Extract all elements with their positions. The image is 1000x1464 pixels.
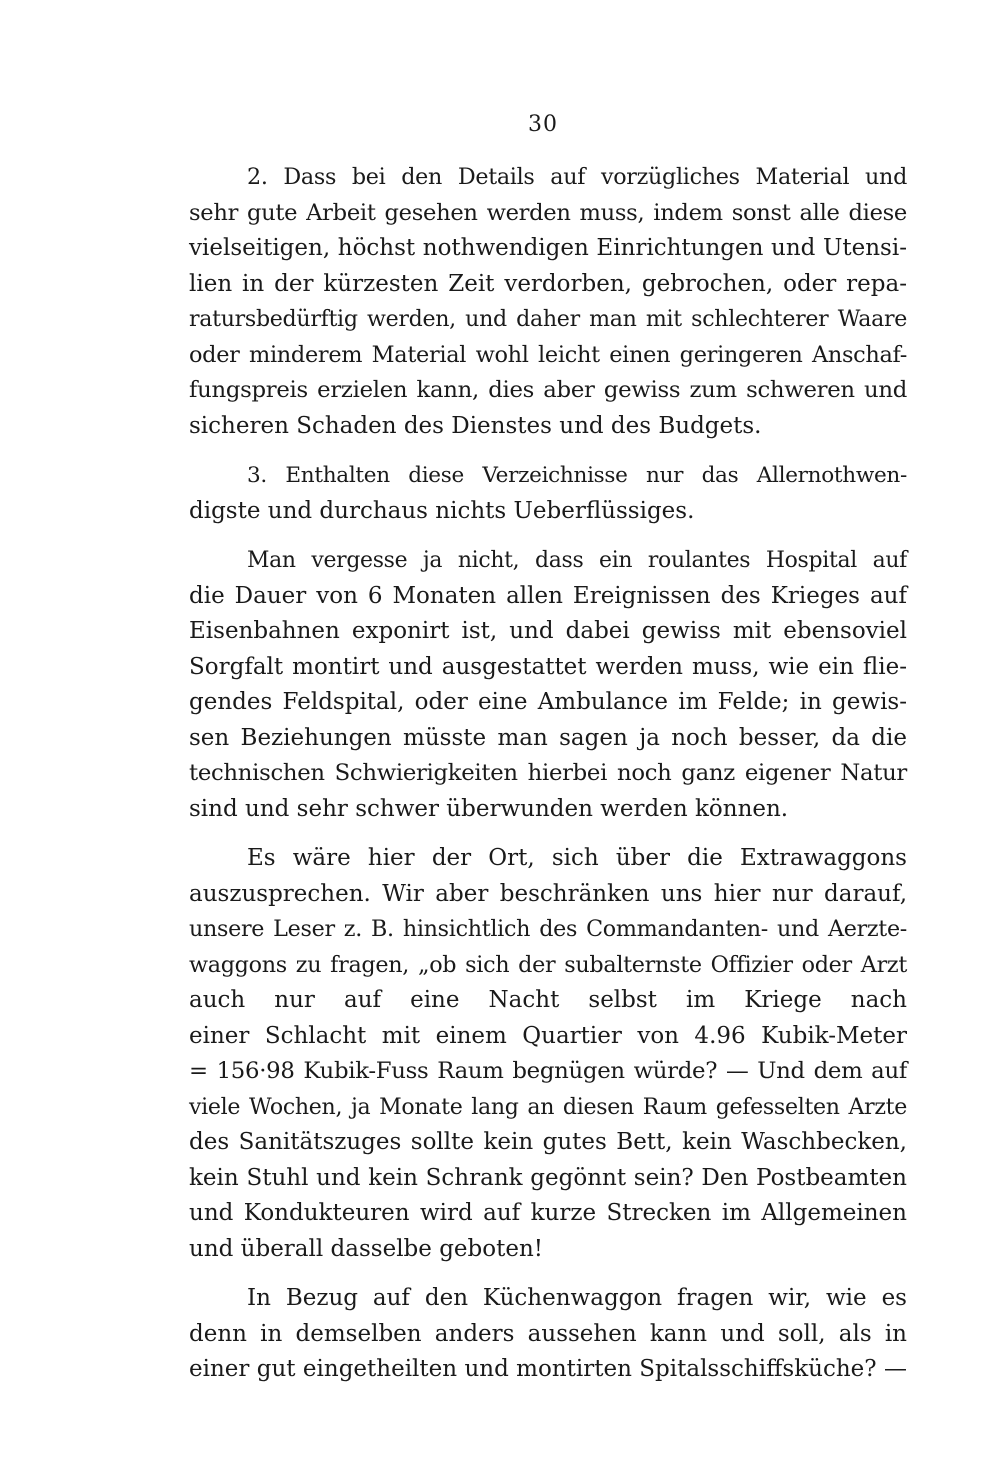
text-line: ratursbedürftig werden, und daher man mit schlechterer Waare [189,306,907,332]
text-line: Es wäre hier der Ort, sich über die Extrawaggons [247,845,907,871]
paragraph-5 [189,1281,907,1388]
text-line: auch nur auf eine Nacht selbst im Kriege nach [189,987,907,1013]
text-line: denn in demselben anders aussehen kann und soll, als in [189,1320,907,1347]
text-line: auszusprechen. Wir aber beschränken uns hier nur darauf, [189,880,907,907]
text-line: des Sanitätszuges sollte kein gutes Bett, kein Waschbecken, [189,1129,907,1155]
text-line: sind und sehr schwer überwunden werden können. [189,795,789,822]
text-line: und überall dasselbe geboten! [189,1235,544,1262]
text-line: einer gut eingetheilten und montirten Spitalsschiffsküche? — [189,1356,907,1382]
text-line: waggons zu fragen, „ob sich der subalternste Offizier oder Arzt [189,951,907,978]
text-line: = 156·98 Kubik-Fuss Raum begnügen würde? — Und dem auf [189,1058,907,1084]
text-line: kein Stuhl und kein Schrank gegönnt sein? Den Postbeamten [189,1164,907,1191]
text-line: sicheren Schaden des Dienstes und des Budgets. [189,412,762,439]
body-text [189,160,907,1402]
text-line: Man vergesse ja nicht, dass ein roulantes Hospital auf [247,548,907,573]
text-line: vielseitigen, höchst nothwendigen Einrichtungen und Utensi- [189,235,907,261]
paragraph-3 [189,543,907,827]
text-line: viele Wochen, ja Monate lang an diesen Raum gefesselten Arzte [189,1094,907,1120]
text-line: lien in der kürzesten Zeit verdorben, gebrochen, oder repa- [189,270,907,297]
text-line: technischen Schwierigkeiten hierbei noch ganz eigener Natur [189,760,907,786]
text-line: oder minderem Material wohl leicht einen geringeren Anschaf- [189,341,907,368]
text-line: gendes Feldspital, oder eine Ambulance im Felde; in gewis- [189,689,907,715]
text-line: In Bezug auf den Küchenwaggon fragen wir, wie es [247,1285,907,1311]
text-line: unsere Leser z. B. hinsichtlich des Commandanten- und Aerzte- [189,916,907,942]
text-line: und Kondukteuren wird auf kurze Strecken im Allgemeinen [189,1200,907,1226]
text-line: sen Beziehungen müsste man sagen ja noch besser, da die [189,724,907,751]
text-line: die Dauer von 6 Monaten allen Ereignissen des Krieges auf [189,582,907,609]
text-line: Sorgfalt montirt und ausgestattet werden muss, wie ein flie- [189,653,907,680]
text-line: 3. Enthalten diese Verzeichnisse nur das Allernothwen- [247,463,907,488]
text-line: fungspreis erzielen kann, dies aber gewiss zum schweren und [189,377,907,403]
paragraph-1 [189,160,907,444]
text-line: einer Schlacht mit einem Quartier von 4.96 Kubik-Meter [189,1022,907,1049]
page-number: 30 [528,112,558,137]
text-line: 2. Dass bei den Details auf vorzügliches Material und [247,164,907,190]
text-line: digste und durchaus nichts Ueberflüssiges. [189,497,695,524]
text-line: sehr gute Arbeit gesehen werden muss, indem sonst alle diese [189,199,907,226]
text-line: Eisenbahnen exponirt ist, und dabei gewiss mit ebensoviel [189,618,907,644]
paragraph-4 [189,841,907,1267]
paragraph-2 [189,458,907,529]
